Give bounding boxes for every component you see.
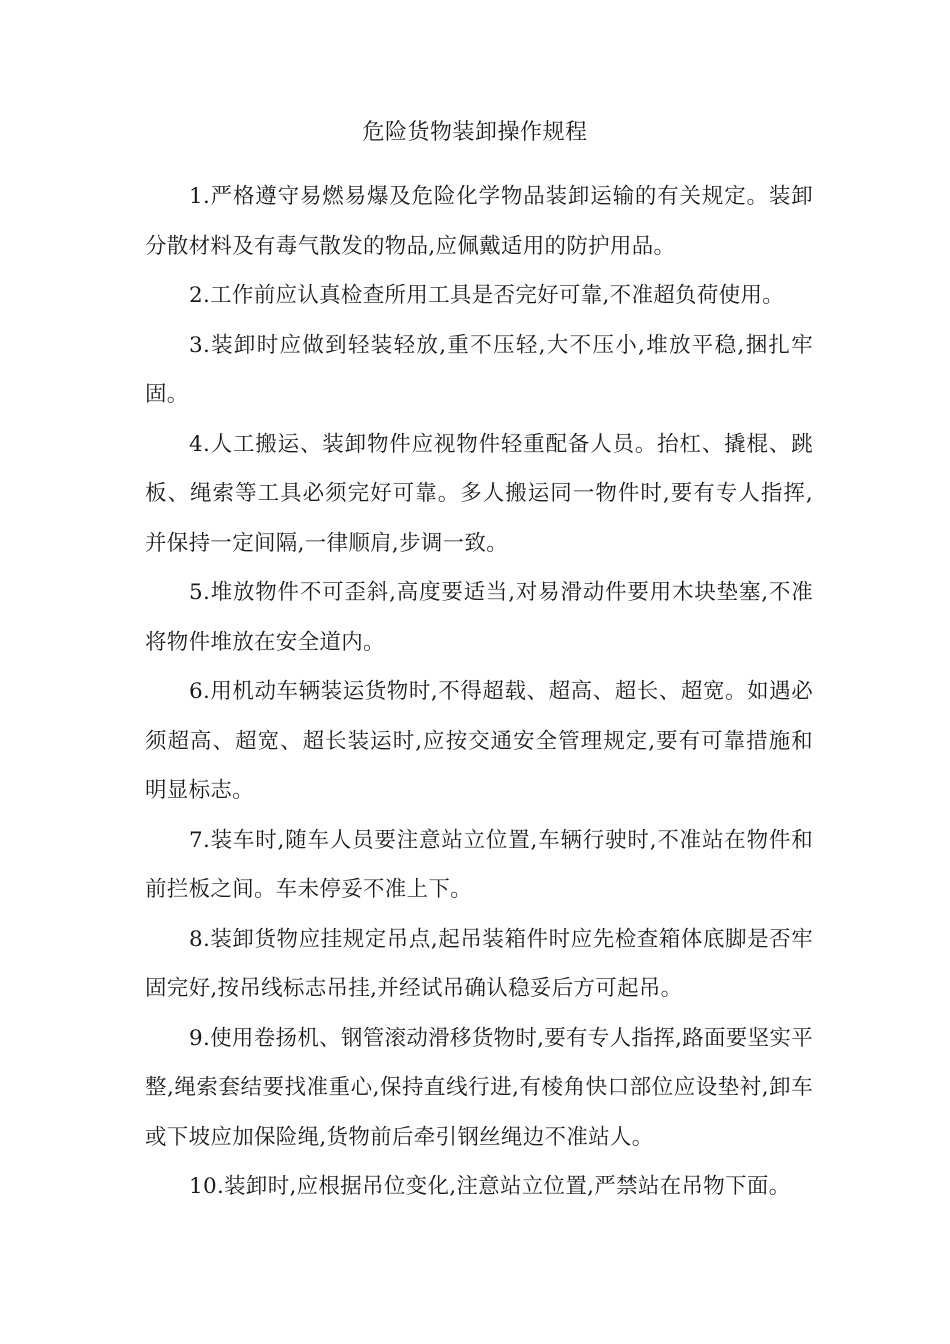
paragraph-1: 1.严格遵守易燃易爆及危险化学物品装卸运输的有关规定。装卸分散材料及有毒气散发的物品,应佩戴适用的防护用品。 bbox=[145, 184, 813, 259]
document-body bbox=[145, 172, 813, 1212]
paragraph-6: 6.用机动车辆装运货物时,不得超载、超高、超长、超宽。如遇必须超高、超宽、超长装运时,应按交通安全管理规定,要有可靠措施和明显标志。 bbox=[145, 679, 813, 803]
paragraph-3: 3.装卸时应做到轻装轻放,重不压轻,大不压小,堆放平稳,捆扎牢固。 bbox=[145, 332, 813, 407]
paragraph-2: 2.工作前应认真检查所用工具是否完好可靠,不准超负荷使用。 bbox=[189, 283, 785, 308]
paragraph-10: 10.装卸时,应根据吊位变化,注意站立位置,严禁站在吊物下面。 bbox=[189, 1174, 791, 1199]
document-title: 危险货物装卸操作规程 bbox=[362, 120, 588, 145]
paragraph-4: 4.人工搬运、装卸物件应视物件轻重配备人员。抬杠、撬棍、跳板、绳索等工具必须完好可靠。多人搬运同一物件时,要有专人指挥,并保持一定间隔,一律顺肩,步调一致。 bbox=[145, 431, 813, 556]
paragraph-5: 5.堆放物件不可歪斜,高度要适当,对易滑动件要用木块垫塞,不准将物件堆放在安全道内。 bbox=[145, 580, 813, 655]
paragraph-8: 8.装卸货物应挂规定吊点,起吊装箱件时应先检查箱体底脚是否牢固完好,按吊线标志吊挂,并经试吊确认稳妥后方可起吊。 bbox=[145, 926, 813, 1001]
paragraph-7: 7.装车时,随车人员要注意站立位置,车辆行驶时,不准站在物件和前拦板之间。车未停妥不准上下。 bbox=[145, 827, 813, 902]
paragraph-9: 9.使用卷扬机、钢管滚动滑移货物时,要有专人指挥,路面要坚实平整,绳索套结要找准重心,保持直线行进,有棱角快口部位应设垫衬,卸车或下坡应加保险绳,货物前后牵引钢丝绳边不准站人。 bbox=[145, 1025, 813, 1150]
